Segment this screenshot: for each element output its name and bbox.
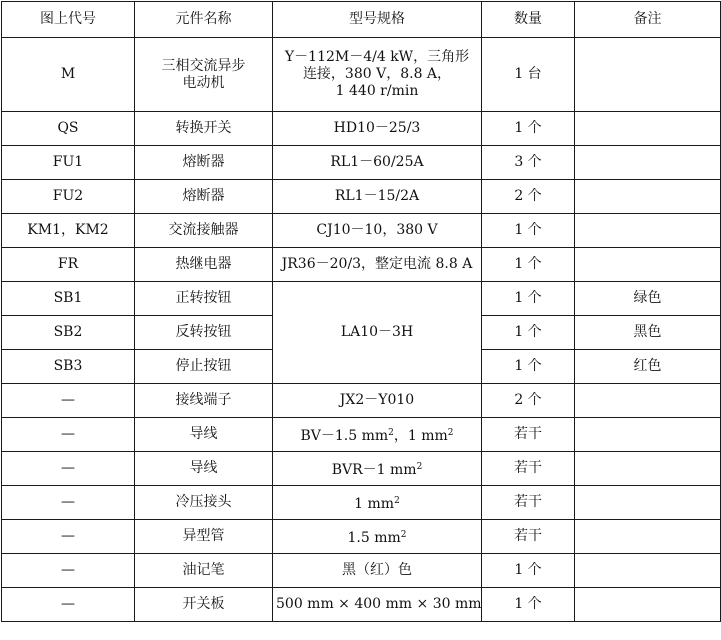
cell-note bbox=[575, 180, 721, 214]
table-row bbox=[2, 214, 721, 248]
cell-qty: 若干 bbox=[482, 452, 575, 486]
cell-note bbox=[575, 486, 721, 520]
cell-spec: JX2－Y010 bbox=[273, 384, 482, 418]
cell-qty: 1 个 bbox=[482, 588, 575, 622]
table-row bbox=[2, 112, 721, 146]
component-list-table bbox=[1, 1, 721, 622]
cell-name: 冷压接头 bbox=[135, 486, 273, 520]
cell-name: 正转按钮 bbox=[135, 282, 273, 316]
superscript: 2 bbox=[388, 427, 394, 438]
table-row bbox=[2, 418, 721, 452]
superscript: 2 bbox=[394, 495, 400, 506]
cell-spec: CJ10－10，380 V bbox=[273, 214, 482, 248]
cell-code: — bbox=[2, 486, 135, 520]
header-name: 元件名称 bbox=[135, 2, 273, 38]
cell-code: SB3 bbox=[2, 350, 135, 384]
cell-spec: HD10－25/3 bbox=[273, 112, 482, 146]
table-row bbox=[2, 38, 721, 112]
cell-qty: 2 个 bbox=[482, 180, 575, 214]
cell-name: 接线端子 bbox=[135, 384, 273, 418]
cell-code: — bbox=[2, 520, 135, 554]
cell-qty: 1 台 bbox=[482, 38, 575, 112]
cell-name-line: 三相交流异步 bbox=[161, 57, 246, 74]
cell-note bbox=[575, 214, 721, 248]
cell-spec-line: 1 440 r/min bbox=[335, 83, 419, 99]
cell-note bbox=[575, 384, 721, 418]
cell-note bbox=[575, 452, 721, 486]
cell-code: M bbox=[2, 38, 135, 112]
spec-text: 1 mm bbox=[354, 495, 395, 512]
cell-spec bbox=[273, 38, 482, 112]
cell-note bbox=[575, 520, 721, 554]
cell-note bbox=[575, 418, 721, 452]
cell-name: 熔断器 bbox=[135, 180, 273, 214]
table-row bbox=[2, 588, 721, 622]
table-row bbox=[2, 146, 721, 180]
cell-note bbox=[575, 588, 721, 622]
table-row bbox=[2, 554, 721, 588]
cell-code: FU1 bbox=[2, 146, 135, 180]
cell-name: 开关板 bbox=[135, 588, 273, 622]
table-header-row bbox=[2, 2, 721, 38]
table-row bbox=[2, 452, 721, 486]
table-row bbox=[2, 486, 721, 520]
table-row bbox=[2, 180, 721, 214]
cell-name: 熔断器 bbox=[135, 146, 273, 180]
cell-code: FR bbox=[2, 248, 135, 282]
superscript: 2 bbox=[400, 529, 407, 540]
cell-code: — bbox=[2, 418, 135, 452]
cell-spec: RL1－60/25A bbox=[273, 146, 482, 180]
cell-name: 异型管 bbox=[135, 520, 273, 554]
cell-spec-merged: LA10－3H bbox=[273, 282, 482, 384]
cell-spec bbox=[273, 452, 482, 486]
header-qty: 数量 bbox=[482, 2, 575, 38]
spec-text: 1.5 mm bbox=[347, 529, 401, 546]
cell-name: 热继电器 bbox=[135, 248, 273, 282]
cell-code: — bbox=[2, 588, 135, 622]
cell-qty: 1 个 bbox=[482, 112, 575, 146]
cell-code: KM1，KM2 bbox=[2, 214, 135, 248]
cell-name-line: 电动机 bbox=[182, 74, 225, 91]
cell-qty: 1 个 bbox=[482, 214, 575, 248]
cell-name: 反转按钮 bbox=[135, 316, 273, 350]
cell-note: 红色 bbox=[575, 350, 721, 384]
cell-name: 油记笔 bbox=[135, 554, 273, 588]
header-spec: 型号规格 bbox=[273, 2, 482, 38]
cell-code: SB1 bbox=[2, 282, 135, 316]
cell-code: FU2 bbox=[2, 180, 135, 214]
table-row bbox=[2, 248, 721, 282]
spec-text: ，1 mm bbox=[393, 427, 448, 444]
cell-note bbox=[575, 248, 721, 282]
cell-name: 交流接触器 bbox=[135, 214, 273, 248]
cell-qty: 1 个 bbox=[482, 248, 575, 282]
cell-code: — bbox=[2, 384, 135, 418]
cell-spec bbox=[273, 418, 482, 452]
cell-spec-line: Y－112M－4/4 kW，三角形 bbox=[284, 49, 470, 65]
cell-note bbox=[575, 38, 721, 112]
cell-qty: 1 个 bbox=[482, 316, 575, 350]
cell-spec-line: 连接，380 V，8.8 A， bbox=[302, 66, 452, 82]
cell-name: 转换开关 bbox=[135, 112, 273, 146]
superscript: 2 bbox=[447, 427, 454, 438]
cell-spec: 黑（红）色 bbox=[273, 554, 482, 588]
table-row bbox=[2, 384, 721, 418]
spec-text: BVR－1 mm bbox=[331, 461, 417, 478]
spec-text: BV－1.5 mm bbox=[300, 427, 389, 444]
cell-spec bbox=[273, 486, 482, 520]
cell-qty: 1 个 bbox=[482, 554, 575, 588]
cell-code: — bbox=[2, 452, 135, 486]
header-code: 图上代号 bbox=[2, 2, 135, 38]
cell-code: — bbox=[2, 554, 135, 588]
cell-spec: RL1－15/2A bbox=[273, 180, 482, 214]
cell-qty: 2 个 bbox=[482, 384, 575, 418]
cell-code: QS bbox=[2, 112, 135, 146]
cell-note: 黑色 bbox=[575, 316, 721, 350]
cell-note bbox=[575, 112, 721, 146]
cell-qty: 若干 bbox=[482, 486, 575, 520]
cell-note bbox=[575, 554, 721, 588]
cell-note bbox=[575, 146, 721, 180]
table-row bbox=[2, 282, 721, 316]
cell-name bbox=[135, 38, 273, 112]
cell-name: 停止按钮 bbox=[135, 350, 273, 384]
cell-code: SB2 bbox=[2, 316, 135, 350]
cell-qty: 3 个 bbox=[482, 146, 575, 180]
cell-note: 绿色 bbox=[575, 282, 721, 316]
cell-name: 导线 bbox=[135, 418, 273, 452]
cell-spec: JR36－20/3，整定电流 8.8 A bbox=[273, 248, 482, 282]
cell-name: 导线 bbox=[135, 452, 273, 486]
cell-spec bbox=[273, 520, 482, 554]
header-note: 备注 bbox=[575, 2, 721, 38]
cell-qty: 1 个 bbox=[482, 350, 575, 384]
cell-qty: 1 个 bbox=[482, 282, 575, 316]
superscript: 2 bbox=[416, 461, 423, 472]
table-row bbox=[2, 520, 721, 554]
cell-spec: 500 mm × 400 mm × 30 mm bbox=[273, 588, 482, 622]
cell-qty: 若干 bbox=[482, 418, 575, 452]
cell-qty: 若干 bbox=[482, 520, 575, 554]
